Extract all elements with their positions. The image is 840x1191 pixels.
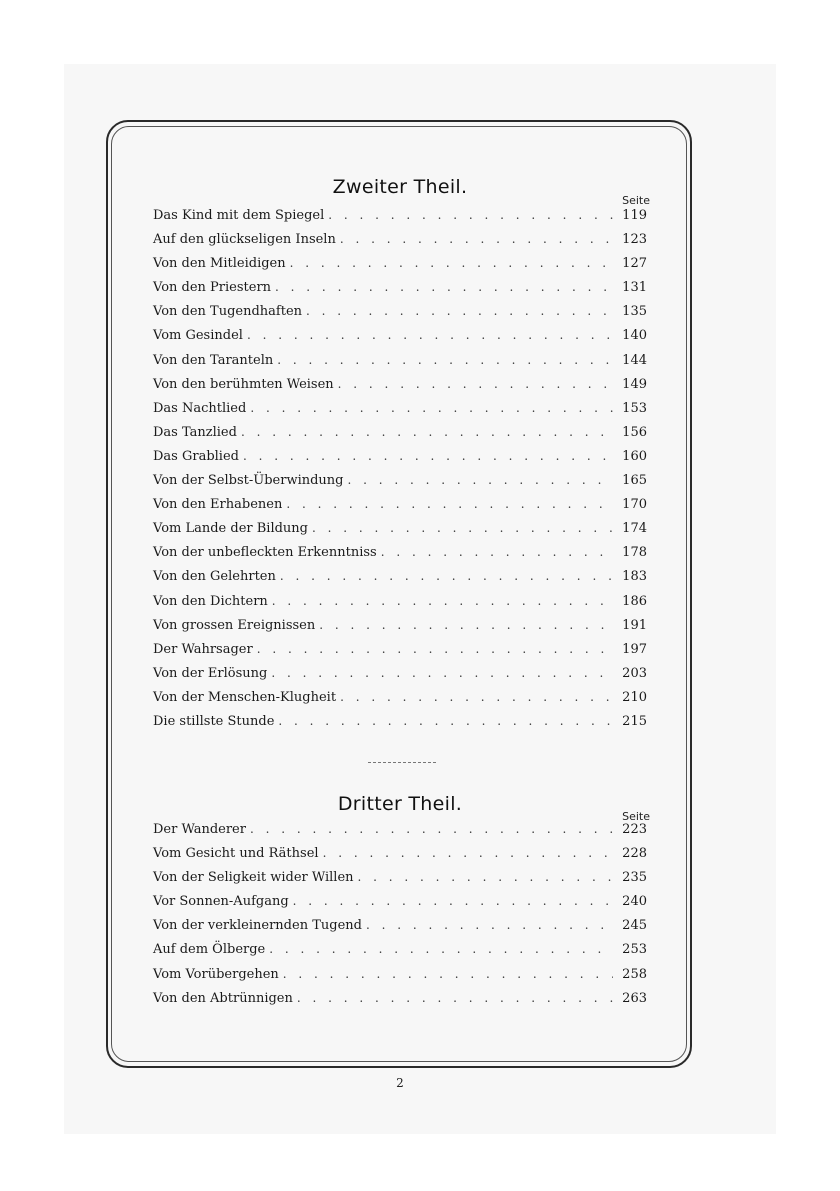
toc-entry-title: Das Tanzlied <box>153 424 237 440</box>
toc-entry <box>153 714 647 738</box>
dot-leader <box>319 618 613 632</box>
dot-leader <box>241 425 613 439</box>
toc-entry-page: 140 <box>622 328 647 344</box>
toc-entry-page: 191 <box>622 617 647 633</box>
toc-entry-page: 235 <box>622 870 647 886</box>
toc-entry-page: 240 <box>622 894 647 910</box>
dot-leader <box>323 846 613 860</box>
toc-entry <box>153 497 647 521</box>
toc-entry <box>153 967 647 991</box>
dot-leader <box>328 208 613 222</box>
dot-leader <box>283 967 613 981</box>
toc-entry-title: Von den Abtrünnigen <box>153 990 293 1006</box>
toc-entry <box>153 232 647 256</box>
seite-label-dritter: Seite <box>622 810 650 823</box>
dot-leader <box>338 377 613 391</box>
toc-entry-page: 178 <box>622 545 647 561</box>
toc-entry <box>153 545 647 569</box>
toc-entry <box>153 618 647 642</box>
dot-leader <box>340 232 613 246</box>
toc-entry <box>153 594 647 618</box>
toc-entry-title: Von der verkleinernden Tugend <box>153 918 362 934</box>
toc-entry <box>153 846 647 870</box>
toc-entry-page: 245 <box>622 918 647 934</box>
toc-entry <box>153 473 647 497</box>
toc-entry-page: 165 <box>622 473 647 489</box>
toc-entry <box>153 690 647 714</box>
toc-entry-title: Von den Dichtern <box>153 593 268 609</box>
toc-entry-page: 253 <box>622 942 647 958</box>
toc-entry-page: 119 <box>622 208 647 223</box>
dot-leader <box>272 594 613 608</box>
toc-entry <box>153 304 647 328</box>
toc-entry-page: 123 <box>622 232 647 248</box>
toc-entry <box>153 208 647 232</box>
toc-entry-title: Von den berühmten Weisen <box>153 376 334 392</box>
toc-entry <box>153 521 647 545</box>
toc-entry-title: Vor Sonnen-Aufgang <box>153 894 289 910</box>
dot-leader <box>306 304 613 318</box>
toc-entry-title: Von der Menschen-Klugheit <box>153 689 337 705</box>
toc-entry <box>153 328 647 352</box>
toc-entry-page: 153 <box>622 400 647 416</box>
section-title-zweiter: Zweiter Theil. <box>332 176 468 198</box>
dot-leader <box>271 666 613 680</box>
toc-entry-title: Vom Lande der Bildung <box>153 521 309 537</box>
toc-entry <box>153 280 647 304</box>
toc-entry <box>153 401 647 425</box>
dot-leader <box>358 870 613 884</box>
dot-leader <box>348 473 614 487</box>
dot-leader <box>297 991 613 1005</box>
toc-entry-title: Von der Seligkeit wider Willen <box>153 870 354 886</box>
toc-entry-page: 149 <box>622 376 647 392</box>
dot-leader <box>250 822 613 836</box>
toc-entry <box>153 425 647 449</box>
toc-entry-title: Vom Gesicht und Räthsel <box>153 846 319 862</box>
toc-entry-title: Vom Vorübergehen <box>153 966 279 982</box>
dot-leader <box>269 942 613 956</box>
toc-entry-title: Vom Gesindel <box>153 328 243 344</box>
toc-entry <box>153 256 647 280</box>
toc-entry-page: 223 <box>622 822 647 837</box>
page-number: 2 <box>396 1076 404 1090</box>
toc-entry-page: 170 <box>622 497 647 513</box>
toc-entry-page: 203 <box>622 665 647 681</box>
dot-leader <box>257 642 613 656</box>
toc-entry-title: Von den Tugendhaften <box>153 304 303 320</box>
toc-entry <box>153 942 647 966</box>
toc-entry-page: 127 <box>622 256 647 272</box>
toc-entry-page: 174 <box>622 521 647 537</box>
toc-entry-title: Von der Selbst-Überwindung <box>153 473 344 489</box>
dot-leader <box>366 918 613 932</box>
toc-entry-page: 160 <box>622 448 647 464</box>
toc-entry-title: Der Wanderer <box>153 822 246 837</box>
toc-entry-page: 263 <box>622 990 647 1006</box>
dot-leader <box>243 449 613 463</box>
toc-entry-page: 258 <box>622 966 647 982</box>
toc-entry-page: 186 <box>622 593 647 609</box>
toc-entry-title: Die stillste Stunde <box>153 713 275 729</box>
dot-leader <box>340 690 613 704</box>
toc-list-zweiter <box>153 208 647 738</box>
toc-entry <box>153 918 647 942</box>
toc-entry <box>153 569 647 593</box>
toc-entry <box>153 870 647 894</box>
dot-leader <box>247 328 613 342</box>
toc-entry-title: Von den Priestern <box>153 280 272 296</box>
dot-leader <box>250 401 613 415</box>
toc-list-dritter <box>153 822 647 1015</box>
toc-entry-title: Von den Gelehrten <box>153 569 276 585</box>
dot-leader <box>278 714 613 728</box>
dot-leader <box>312 521 613 535</box>
dot-leader <box>293 894 613 908</box>
toc-entry <box>153 666 647 690</box>
toc-entry-page: 210 <box>622 689 647 705</box>
dot-leader <box>381 545 613 559</box>
toc-entry-title: Von den Taranteln <box>153 352 274 368</box>
toc-entry-title: Von den Erhabenen <box>153 497 283 513</box>
section-title-dritter: Dritter Theil. <box>337 793 463 815</box>
toc-entry-page: 156 <box>622 424 647 440</box>
toc-entry-title: Von grossen Ereignissen <box>153 617 316 633</box>
toc-entry <box>153 991 647 1015</box>
seite-label-zweiter: Seite <box>622 194 650 207</box>
toc-entry-title: Der Wahrsager <box>153 641 253 657</box>
toc-entry-title: Auf dem Ölberge <box>153 942 266 958</box>
toc-entry-title: Von den Mitleidigen <box>153 256 286 272</box>
dot-leader <box>280 569 613 583</box>
toc-entry-title: Das Grablied <box>153 448 239 464</box>
toc-entry-page: 131 <box>622 280 647 296</box>
toc-entry-title: Von der unbefleckten Erkenntniss <box>153 545 377 561</box>
toc-entry <box>153 894 647 918</box>
dot-leader <box>290 256 613 270</box>
dot-leader <box>275 280 613 294</box>
section-divider <box>368 762 436 763</box>
dot-leader <box>277 353 613 367</box>
dot-leader <box>286 497 613 511</box>
toc-entry-page: 144 <box>622 352 647 368</box>
toc-entry-page: 183 <box>622 569 647 585</box>
toc-entry <box>153 449 647 473</box>
toc-entry <box>153 353 647 377</box>
toc-entry-title: Das Kind mit dem Spiegel <box>153 208 325 223</box>
toc-entry-title: Auf den glückseligen Inseln <box>153 232 336 248</box>
toc-entry <box>153 642 647 666</box>
toc-entry-page: 228 <box>622 846 647 862</box>
toc-entry-title: Von der Erlösung <box>153 665 268 681</box>
toc-entry-page: 135 <box>622 304 647 320</box>
toc-entry <box>153 822 647 846</box>
toc-entry-page: 215 <box>622 713 647 729</box>
toc-entry-title: Das Nachtlied <box>153 400 247 416</box>
toc-entry <box>153 377 647 401</box>
toc-entry-page: 197 <box>622 641 647 657</box>
